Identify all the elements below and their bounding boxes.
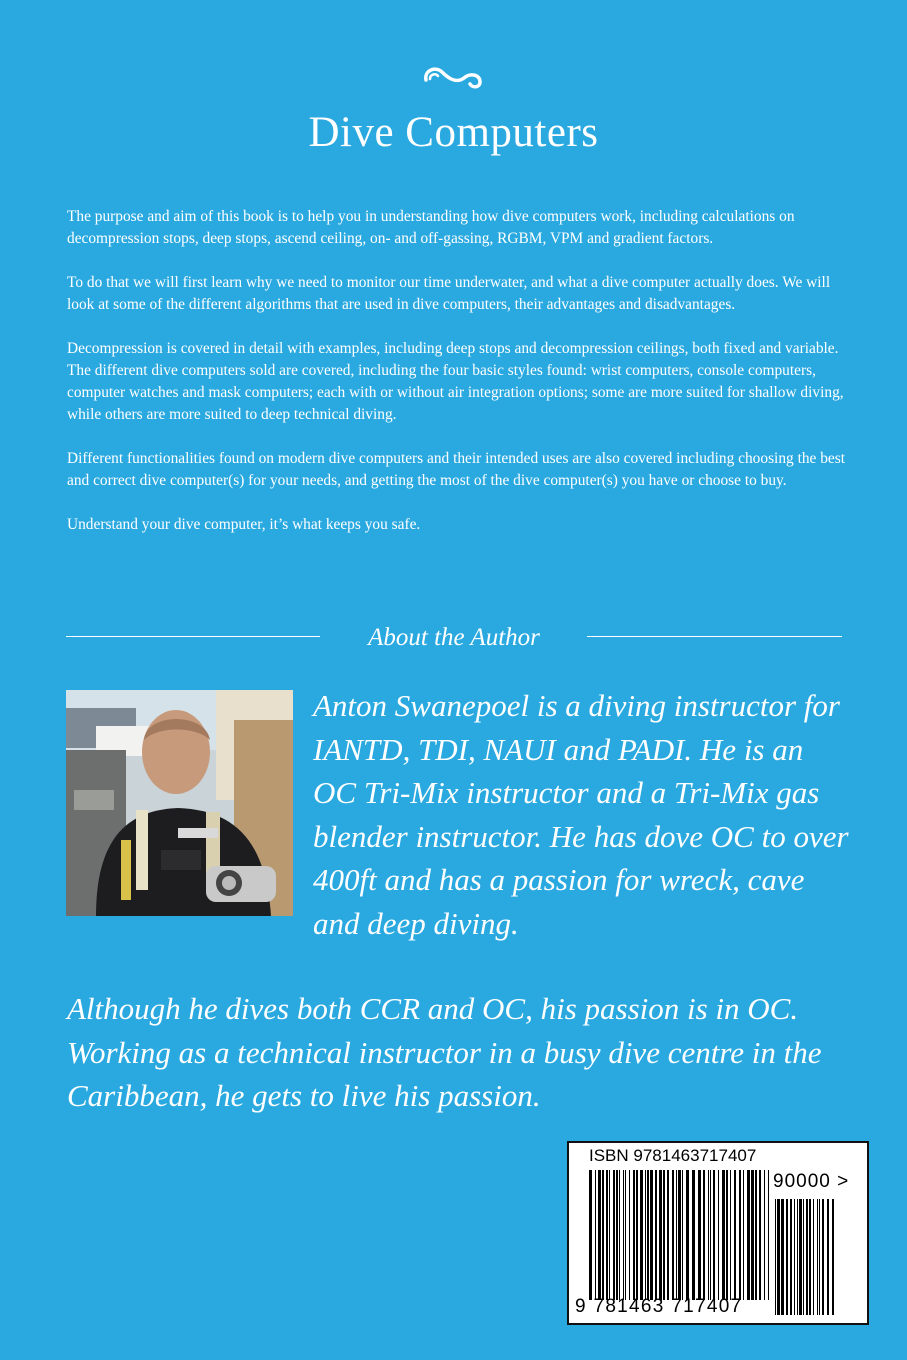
divider-line-right bbox=[587, 636, 842, 637]
author-bio-secondary: Although he dives both CCR and OC, his passion is in OC. Working as a technical instructor in a busy dive centre in the Caribbean, he gets to live his passion. bbox=[67, 991, 822, 1114]
book-title: Dive Computers bbox=[308, 109, 599, 156]
barcode-digits: 9 781463 717407 bbox=[575, 1296, 743, 1317]
description-paragraph: Understand your dive computer, it’s what keeps you safe. bbox=[67, 516, 421, 533]
description-paragraph: Different functionalities found on modern dive computers and their intended uses are also covered including choosing the best and correct dive computer(s) for your needs, and getting the most of the dive computer(s) you have or choose to buy. bbox=[67, 450, 846, 489]
flourish-ornament-icon bbox=[422, 62, 484, 90]
barcode-addon-bars bbox=[775, 1199, 835, 1315]
price-code: 90000 > bbox=[773, 1171, 850, 1192]
barcode-bars bbox=[589, 1170, 769, 1300]
description-paragraph: Decompression is covered in detail with examples, including deep stops and decompression ceilings, both fixed and variable. The different dive computers sold are covered, including the four basic styles found: wrist computers, console computers, computer watches and mask computers; each with or without air integration options; some are more suited for shallow diving, while others are more suited to deep technical diving. bbox=[67, 340, 844, 423]
author-bio-primary: Anton Swanepoel is a diving instructor for IANTD, TDI, NAUI and PADI. He is an OC Tri-Mix instructor and a Tri-Mix gas blender instructor. He has dove OC to over 400ft and has a passion for wreck, cave and deep diving. bbox=[313, 688, 849, 941]
description-paragraph: The purpose and aim of this book is to help you in understanding how dive computers work, including calculations on decompression stops, deep stops, ascend ceiling, on- and off-gassing, RGBM, VPM and gradient factors. bbox=[67, 208, 795, 247]
about-divider bbox=[66, 620, 842, 656]
isbn-barcode bbox=[567, 1141, 869, 1325]
about-author-heading: About the Author bbox=[368, 624, 540, 651]
book-description bbox=[67, 206, 847, 558]
isbn-label: ISBN 9781463717407 bbox=[589, 1146, 757, 1165]
author-photo bbox=[66, 690, 293, 916]
description-paragraph: To do that we will first learn why we need to monitor our time underwater, and what a dive computer actually does. We will look at some of the different algorithms that are used in dive computers, their advantages and disadvantages. bbox=[67, 274, 831, 313]
